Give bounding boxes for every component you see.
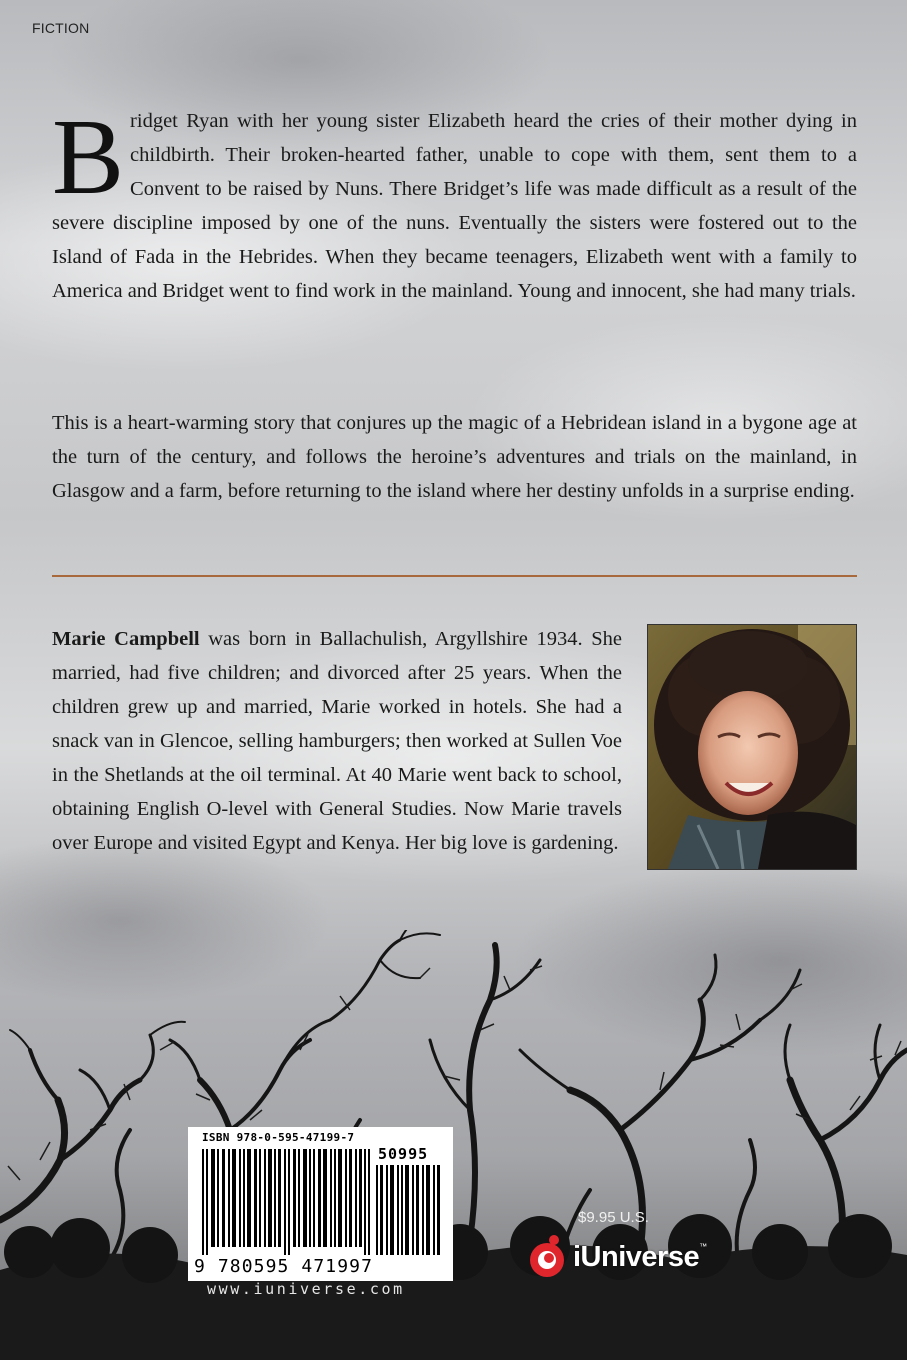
author-bio-text: was born in Ballachulish, Argyllshire 1934. She married, had five children; and divorced after 25 years. When the children grew up and married, Marie worked in hotels. She had a snack van in Glencoe, selling hamburgers; then worked at Sullen Voe in the Shetlands at the oil terminal. At 40 Marie went back to school, obtaining English O-level with General Studies. Now Marie travels over Europe and visited Egypt and Kenya. Her big love is gardening.	[52, 628, 622, 854]
bare-trees-silhouette	[0, 930, 907, 1360]
isbn-label: ISBN 978-0-595-47199-7	[202, 1131, 355, 1144]
trademark-icon: ™	[699, 1242, 708, 1251]
genre-label: FICTION	[32, 20, 90, 36]
blurb-paragraph-1-text: ridget Ryan with her young sister Elizabeth heard the cries of their mother dying in childbirth. Their broken-hearted father, unable to cope with them, sent them to a Convent to be raised by Nuns. There Bridget’s life was made difficult as a result of the severe discipline imposed by one of the nuns. Eventually the sisters were fostered out to the Island of Fada in the Hebrides. When they became teenagers, Elizabeth went with a family to America and Bridget went to find work in the mainland. Young and innocent, she had many trials.	[52, 110, 857, 302]
author-photo	[647, 624, 857, 870]
author-bio	[52, 622, 622, 860]
blurb-paragraph-1	[52, 98, 857, 308]
price-code: 50995	[378, 1145, 429, 1163]
publisher-name: iUniverse	[573, 1240, 700, 1273]
iuniverse-swirl-icon	[527, 1234, 567, 1280]
blurb-paragraph-2: This is a heart-warming story that conjures up the magic of a Hebridean island in a bygone age at the turn of the century, and follows the heroine’s adventures and trials on the mainland, in Glasgow and a farm, before returning to the island where her destiny unfolds in a surprise ending.	[52, 412, 857, 502]
author-name: Marie Campbell	[52, 628, 200, 650]
iuniverse-logo	[527, 1234, 707, 1280]
isbn-digits: 9 780595 471997	[194, 1256, 374, 1277]
isbn-barcode	[188, 1127, 453, 1281]
ean-barcode-bars	[202, 1149, 370, 1255]
price-label: $9.95 U.S.	[578, 1209, 649, 1226]
price-barcode-bars	[376, 1165, 442, 1255]
drop-cap: B	[52, 98, 125, 217]
divider-rule	[52, 575, 857, 577]
publisher-website: www.iuniverse.com	[207, 1280, 405, 1298]
